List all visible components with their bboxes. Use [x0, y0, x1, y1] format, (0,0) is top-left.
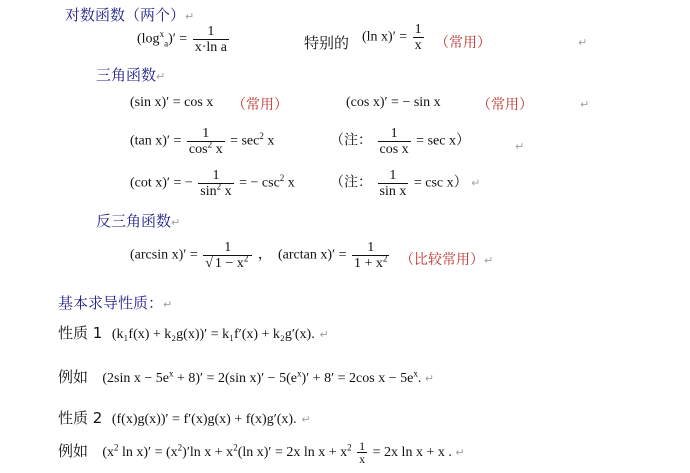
- sin-derivative-formula: (sin x)′ = cos x: [130, 95, 214, 110]
- example-2: 例如 ($x^2$ $\ln x)' = (x^2)'\ln$ $x + x^2(\ln$ x)′ = 2x $\ln x + x^2$ $\frac{1}{x}$ = 2x ln x + x . ↵: [58, 439, 465, 467]
- fraction: $\frac{1}{x}$: [414, 22, 422, 53]
- section-heading-log: 对数函数（两个）↵: [65, 6, 195, 24]
- common-note: （常用）: [232, 97, 288, 113]
- section-heading-trig: 三角函数↵: [96, 66, 166, 84]
- log-derivative-formula: $(\log^x_a)'$ = $\frac{1}{\text{x·ln a}}$: [137, 24, 227, 55]
- fraction: $\frac{1}{\sin^2 x}$: [200, 168, 232, 199]
- special-label: 特别的: [304, 34, 350, 52]
- fraction: $\frac{1}{\text{x·ln a}}$: [194, 24, 227, 55]
- cot-derivative-formula: (cot x)′ = − $\frac{1}{\sin^2 x}$ = − $\csc^2 x$: [130, 168, 295, 199]
- property-1: 性质 1 (k₁f(x) + k₂g(x))′ = k₁f′(x) + k₂g′(x). ↵: [58, 324, 329, 342]
- cos-derivative-formula: (cos x)′ = − sin x: [346, 95, 441, 110]
- paragraph-mark: ↵: [580, 98, 590, 111]
- cot-note: （注： $\frac{1}{\text{sin x}}$ = csc x） ↵: [330, 168, 481, 199]
- ln-derivative-formula: (ln x)′ = $\frac{1}{x}$: [362, 22, 422, 53]
- section-heading-inverse-trig: 反三角函数↵: [96, 212, 181, 230]
- fraction: $\frac{1}{x}$: [359, 439, 366, 467]
- common-note: （常用）: [435, 35, 491, 51]
- fraction: $\frac{1}{\text{cos x}}$: [379, 126, 409, 157]
- fraction: $\frac{1}{\text{sin x}}$: [379, 168, 407, 199]
- arctan-derivative-formula: (arctan x)′ = $\frac{1}{1 + x^2}$: [278, 240, 388, 271]
- section-heading-basic-properties: 基本求导性质：↵: [58, 294, 173, 312]
- property-2: 性质 2 (f(x)g(x))′ = f′(x)g(x) + f(x)g′(x). ↵: [58, 409, 311, 427]
- tan-note: （注： $\frac{1}{\text{cos x}}$ = sec x）: [330, 126, 470, 157]
- fraction: $\frac{1}{1 + x^2}$: [353, 240, 388, 271]
- common-note: （常用）: [477, 97, 533, 113]
- paragraph-mark: ↵: [515, 140, 525, 153]
- fraction: $\frac{1}{\cos^2 x}$: [188, 126, 223, 157]
- example-1: 例如 (2sin $x - 5e^x + 8)' = 2(\sin$ $x)' - 5(e^x)' + 8' = 2\cos$ $x - 5e^x$. ↵: [58, 368, 435, 386]
- tan-derivative-formula: (tan x)′ = $\frac{1}{\cos^2 x}$ = $\sec^2 x$: [130, 126, 275, 157]
- paragraph-mark: ↵: [578, 36, 588, 49]
- fraction: $\frac{1}{√ 1 - x^2}$: [203, 240, 252, 271]
- fairly-common-note: （比较常用）↵: [400, 252, 494, 268]
- arcsin-derivative-formula: (arcsin x)′ = $\frac{1}{√ 1 - x^2}$ ，: [130, 240, 272, 271]
